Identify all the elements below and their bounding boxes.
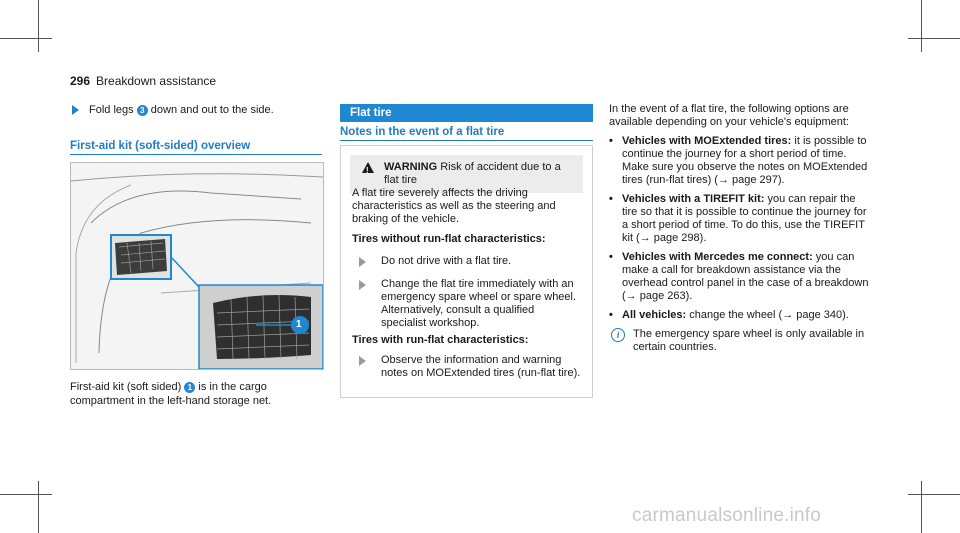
fold-legs-step: Fold legs 3 down and out to the side.	[72, 104, 274, 116]
options-list	[609, 135, 871, 322]
section-title-bar: Flat tire	[340, 104, 593, 122]
crop-mark	[0, 38, 52, 39]
warning-text: Risk of accident due to a flat tire	[384, 161, 561, 186]
list-item: • Vehicles with a TIREFIT kit: you can repair the tire so that it is possible to continue the journey for a short period of time. To do this, use the TIREFIT kit (→ page 298).	[609, 193, 871, 245]
warning-icon	[362, 162, 374, 173]
flat-tire-heading: Notes in the event of a flat tire	[340, 126, 505, 138]
step-item: Change the flat tire immediately with an emergency spare wheel or spare wheel. Alternatively, consult a qualified specialist workshop.	[359, 278, 581, 330]
info-note: i The emergency spare wheel is only available in certain countries.	[609, 328, 871, 354]
crop-mark	[921, 481, 922, 533]
no-runflat-heading: Tires without run-flat characteristics:	[352, 233, 546, 245]
step-arrow-icon	[359, 257, 366, 267]
crop-mark	[0, 494, 52, 495]
watermark: carmanualsonline.info	[632, 505, 822, 526]
illustration-marker: 1	[296, 319, 302, 330]
heading-rule	[70, 154, 322, 155]
running-title: Breakdown assistance	[96, 74, 217, 88]
cargo-net-icon	[71, 163, 323, 369]
warning-label: WARNING	[384, 161, 438, 173]
callout-marker: 1	[184, 382, 195, 393]
list-item: • Vehicles with Mercedes me connect: you can make a call for breakdown assistance via the overhead control panel in the case of a breakdown (→ page 263).	[609, 251, 871, 303]
heading-rule	[340, 140, 593, 141]
warning-body: A flat tire severely affects the driving characteristics as well as the steering and braking of the vehicle.	[352, 187, 556, 225]
options-intro: In the event of a flat tire, the following options are available depending on your vehicle's equipment:	[609, 103, 849, 128]
crop-mark	[38, 0, 39, 52]
runflat-heading: Tires with run-flat characteristics:	[352, 334, 529, 346]
illustration-caption: First-aid kit (soft sided) 1 is in the cargo compartment in the left-hand storage net.	[70, 381, 272, 407]
callout-marker: 3	[137, 105, 148, 116]
list-item: • Vehicles with MOExtended tires: it is possible to continue the journey for a short period of time. Make sure you observe the notes on MOExtended tires (run-flat tires) (→ page 297).	[609, 135, 871, 187]
warning-panel	[340, 145, 593, 398]
first-aid-heading: First-aid kit (soft-sided) overview	[70, 140, 251, 152]
options-column	[609, 103, 871, 354]
page-header	[70, 74, 216, 88]
step-arrow-icon	[72, 105, 79, 115]
step-arrow-icon	[359, 280, 366, 290]
crop-mark	[921, 0, 922, 52]
crop-mark	[908, 494, 960, 495]
crop-mark	[908, 38, 960, 39]
info-icon: i	[611, 328, 625, 342]
cargo-illustration	[70, 162, 324, 370]
step-item: Observe the information and warning notes on MOExtended tires (run-flat tire).	[359, 354, 581, 380]
step-item: Do not drive with a flat tire.	[359, 255, 581, 268]
page-number: 296	[70, 74, 91, 88]
step-arrow-icon	[359, 356, 366, 366]
crop-mark	[38, 481, 39, 533]
list-item: • All vehicles: change the wheel (→ page 340).	[609, 309, 871, 322]
